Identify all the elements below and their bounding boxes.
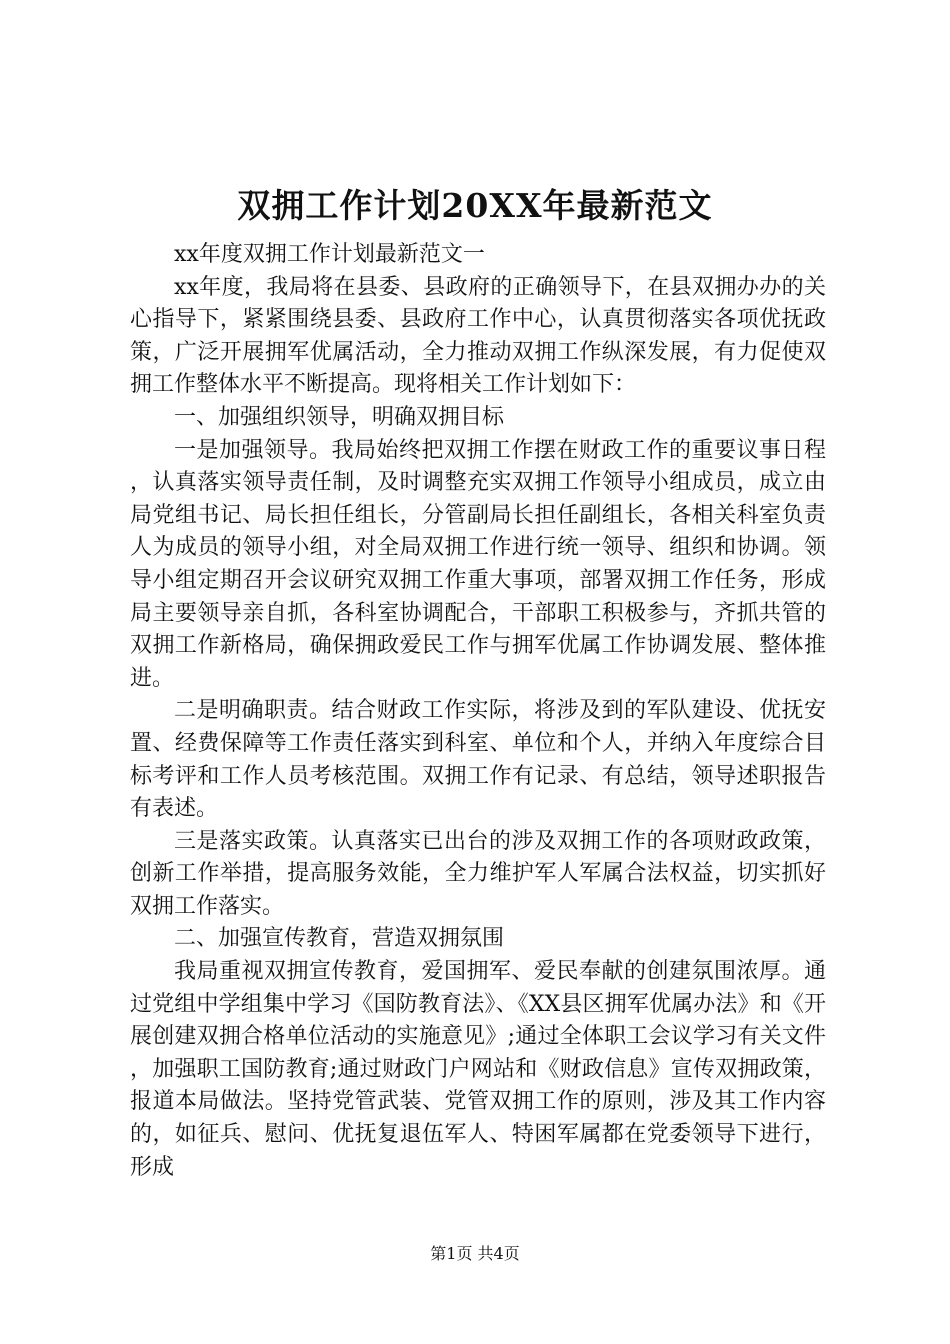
section-heading-1: 一、加强组织领导，明确双拥目标 — [174, 404, 505, 430]
section-heading-2: 二、加强宣传教育，营造双拥氛围 — [174, 926, 505, 952]
document-body — [130, 239, 826, 1184]
paragraph-leadership: 一是加强领导。我局始终把双拥工作摆在财政工作的重要议事日程，认真落实领导责任制，及时调整充实双拥工作领导小组成员，成立由局党组书记、局长担任组长，分管副局长担任副组长，各相关科室负责人为成员的领导小组，对全局双拥工作进行统一领导、组织和协调。领导小组定期召开会议研究双拥工作重大事项，部署双拥工作任务，形成局主要领导亲自抓，各科室协调配合，干部职工积极参与，齐抓共管的双拥工作新格局，确保拥政爱民工作与拥军优属工作协调发展、整体推进。 — [130, 437, 826, 691]
paragraph-policy: 三是落实政策。认真落实已出台的涉及双拥工作的各项财政政策，创新工作举措，提高服务效能，全力维护军人军属合法权益，切实抓好双拥工作落实。 — [130, 828, 826, 919]
paragraph-publicity: 我局重视双拥宣传教育，爱国拥军、爱民奉献的创建氛围浓厚。通过党组中学组集中学习《国防教育法》、《XX县区拥军优属办法》和《开展创建双拥合格单位活动的实施意见》;通过全体职工会议学习有关文件，加强职工国防教育;通过财政门户网站和《财政信息》宣传双拥政策，报道本局做法。坚持党管武装、党管双拥工作的原则，涉及其工作内容的，如征兵、慰问、优抚复退伍军人、特困军属都在党委领导下进行，形成 — [130, 959, 826, 1180]
document-title: 双拥工作计划20XX年最新范文 — [237, 186, 713, 225]
paragraph-responsibility: 二是明确职责。结合财政工作实际，将涉及到的军队建设、优抚安置、经费保障等工作责任落实到科室、单位和个人，并纳入年度综合目标考评和工作人员考核范围。双拥工作有记录、有总结，领导述职报告有表述。 — [130, 698, 826, 822]
page-footer: 第1页 共4页 — [430, 1244, 520, 1263]
document-subtitle: xx年度双拥工作计划最新范文一 — [174, 242, 485, 267]
paragraph-intro: xx年度，我局将在县委、县政府的正确领导下，在县双拥办办的关心指导下，紧紧围绕县委、县政府工作中心，认真贯彻落实各项优抚政策，广泛开展拥军优属活动，全力推动双拥工作纵深发展，有力促使双拥工作整体水平不断提高。现将相关工作计划如下： — [130, 274, 826, 398]
